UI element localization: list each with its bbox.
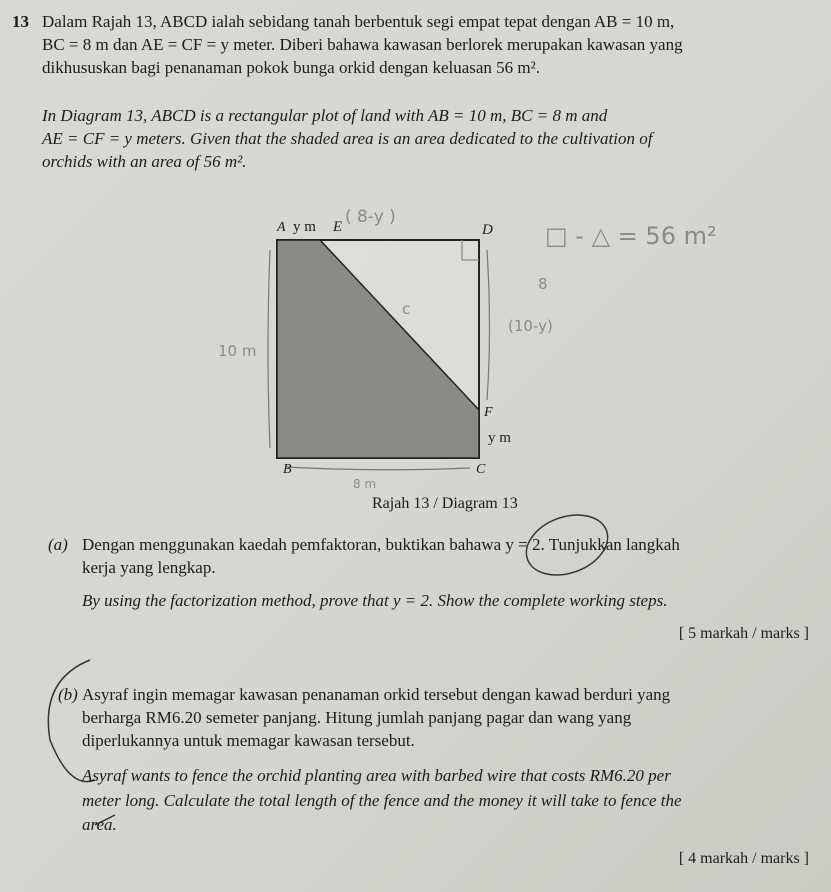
malay-intro-line: Dalam Rajah 13, ABCD ialah sebidang tanah berbentuk segi empat tepat dengan AB = 10 m, — [42, 12, 675, 31]
handwriting-top: ( 8-y ) — [345, 207, 396, 227]
english-intro-line: In Diagram 13, ABCD is a rectangular plot of land with AB = 10 m, BC = 8 m and — [42, 106, 608, 125]
label-ae: y m — [293, 219, 316, 235]
diagram-caption: Rajah 13 / Diagram 13 — [372, 495, 518, 512]
part-b-malay: Asyraf ingin memagar kawasan penanaman orkid tersebut dengan kawad berduri yang — [82, 685, 671, 704]
malay-intro-line: BC = 8 m dan AE = CF = y meter. Diberi bahawa kawasan berlorek merupakan kawasan yang — [42, 35, 683, 54]
part-a-marks: [ 5 markah / marks ] — [678, 625, 809, 642]
malay-intro-line: dikhususkan bagi penanaman pokok bunga orkid dengan keluasan 56 m². — [42, 58, 540, 77]
label-cf: y m — [488, 430, 511, 446]
label-d: D — [482, 222, 493, 238]
handwriting-hyp: c — [402, 300, 411, 318]
label-e: E — [333, 219, 343, 235]
handwriting-8: 8 — [538, 275, 548, 293]
part-b-marks: [ 4 markah / marks ] — [678, 850, 809, 867]
english-intro-line: AE = CF = y meters. Given that the shaded area is an area dedicated to the cultivation of — [42, 129, 653, 148]
part-b-english: area. — [82, 815, 117, 834]
part-b-malay: berharga RM6.20 semeter panjang. Hitung jumlah panjang pagar dan wang yang — [82, 708, 632, 727]
handwriting-bottom: 8 m — [353, 477, 377, 491]
handwriting-10-y: (10-y) — [508, 317, 553, 335]
handwriting-left: 10 m — [218, 342, 257, 360]
handwriting-equation: □ - △ = 56 m² — [545, 222, 717, 250]
handwritten-arrow-bottom — [286, 467, 470, 470]
part-a-malay: kerja yang lengkap. — [82, 558, 216, 577]
label-f: F — [484, 405, 493, 420]
part-b-english: Asyraf wants to fence the orchid planting area with barbed wire that costs RM6.20 per — [82, 766, 671, 785]
part-a-label: (a) — [48, 535, 68, 554]
handwritten-arrow-left — [268, 250, 270, 448]
part-b-english: meter long. Calculate the total length of the fence and the money it will take to fence the — [82, 791, 682, 810]
part-a-malay: Dengan menggunakan kaedah pemfaktoran, buktikan bahawa y = 2. Tunjukkan langkah — [82, 535, 680, 554]
label-a: A — [277, 220, 286, 235]
handwritten-arrow-right — [487, 250, 490, 400]
label-b: B — [283, 462, 292, 477]
part-b-malay: diperlukannya untuk memagar kawasan tersebut. — [82, 731, 415, 750]
label-c: C — [476, 462, 486, 477]
english-intro-line: orchids with an area of 56 m². — [42, 152, 247, 171]
part-a-english: By using the factorization method, prove that y = 2. Show the complete working steps. — [82, 591, 668, 610]
question-number: 13 — [12, 12, 29, 31]
part-b-label: (b) — [58, 685, 78, 704]
